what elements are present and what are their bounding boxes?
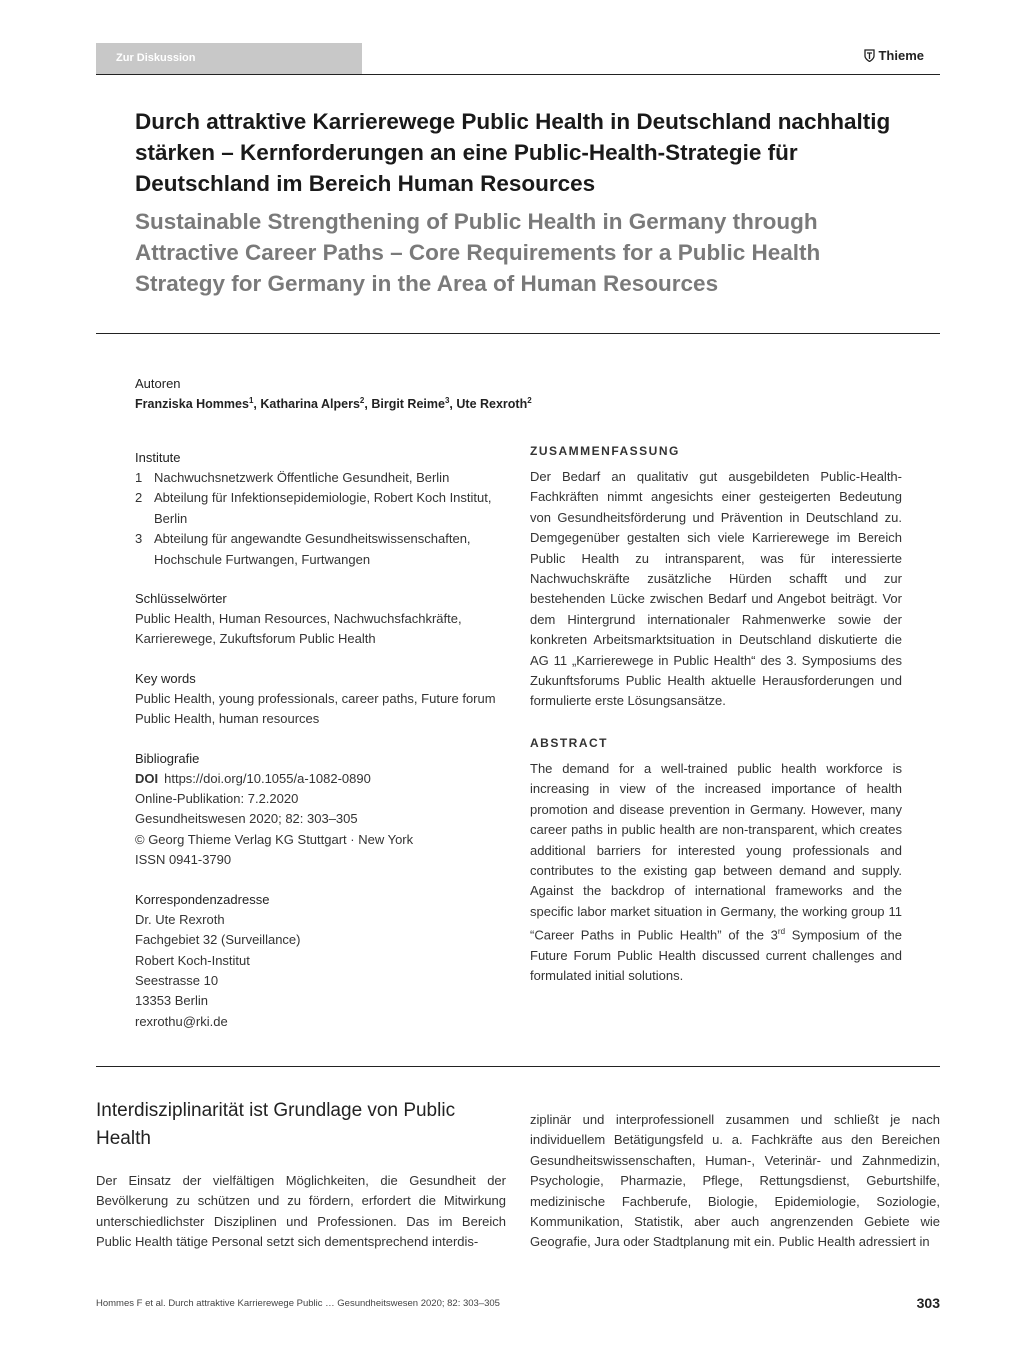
list-item [135,529,503,570]
doi-label: DOI [135,770,159,786]
correspondence-line: 13353 Berlin [135,993,208,1009]
body-text-col2: ziplinär und interprofessionell zusammen und schließt je nach individuellem Betätigungsfeld u. a. Fachkräfte aus den Bereichen Gesundheitswissenschaften, Human-, Veterinär- und Zahnmedizin, Psychologie, Pharmazie, Pflege, Rettungsdienst, Geburtshilfe, medizinische Fachberufe, Biologie, Epidemiologie, Soziologie, Kommunikation, Statistik, aber auch angrenzenden Gebiete wie Geografie, Jura oder Stadtplanung mit ein. Public Health adressiert in [530,1112,940,1250]
correspondence-line: Seestrasse 10 [135,972,219,988]
body-rule [96,1066,940,1067]
correspondence-line: Fachgebiet 32 (Surveillance) [135,932,301,948]
summary-column [530,442,902,987]
zusammenfassung-text: Der Bedarf an qualitativ gut ausgebildeten Public-Health-Fachkräften nimmt angesichts einer gesteigerten Bedeutung von Gesundheitsförderung und Prävention in Deutschland zu. Demgegenüber gestalten sich viele Karrierewege im Bereich Public Health zu intransparent, was für interessierte Nachwuchskräfte zusätzliche Hürden schafft und zur bestehenden Lücke zwischen Bedarf und Angebot beiträgt. Vor dem Hintergrund internationaler Rahmenwerke sowie der konkreten Arbeitsmarktsituation in Deutschland diskutierte die AG 11 „Karrierewege in Public Health“ des 3. Symposiums des Zukunftsforums Public Health aktuelle Herausforderungen und formulierte erste Lösungsansätze. [530,469,902,709]
title-english: Sustainable Strengthening of Public Health in Germany through Attractive Career Paths – Core Requirements for a Public Health Strategy for Germany in the Area of Human Resources [135,209,821,296]
abstract-text [530,759,902,987]
institute-number: 2 [135,490,143,506]
authors-label: Autoren [135,376,181,391]
abstract-text-part: The demand for a well-trained public health workforce is increasing in view of the increased importance of health promotion and disease prevention in Germany. However, many career paths in public health are non-transparent, which creates additional barriers for interested young professionals and contributes to the existing gap between demand and supply. Against the backdrop of international frameworks and the specific labor market situation in Germany, the working group 11 “Career Paths in Public Health” of the 3 [530,760,902,943]
title-rule [96,333,940,334]
publisher-logo [864,48,924,63]
list-item [135,468,503,488]
title-german: Durch attraktive Karrierewege Public Health in Deutschland nachhaltig stärken – Kernforderungen an eine Public-Health-Strategie für Deutschland im Bereich Human Resources [135,109,891,196]
institute-number: 1 [135,470,143,485]
abstract-ordinal: rd [777,927,786,937]
page-number: 303 [916,1295,940,1311]
zusammenfassung-heading: ZUSAMMENFASSUNG [530,444,680,458]
body-text-col1: Der Einsatz der vielfältigen Möglichkeiten, die Gesundheit der Bevölkerung zu schützen und zu fördern, erfordert die Mitwirkung unterschiedlichster Disziplinen und Professionen. Das im Bereich Public Health tätige Personal setzt sich dementsprechend interdis- [96,1173,506,1250]
keywords-de-label: Schlüsselwörter [135,591,227,607]
institutes-list [135,468,503,570]
section-heading: Interdisziplinarität ist Grundlage von Public Health [96,1100,456,1149]
author-affiliation: 2 [359,396,365,405]
meta-column [135,448,503,1032]
thieme-shield-icon [864,49,875,62]
header-rule [96,74,940,75]
author-affiliation: 1 [248,396,254,405]
footer-citation: Hommes F et al. Durch attraktive Karrierewege Public … Gesundheitswesen 2020; 82: 303–305 [96,1298,500,1309]
correspondence-line: Robert Koch-Institut [135,952,250,968]
bibliography-label: Bibliografie [135,750,200,766]
abstract-text-part: Symposium of the Future Forum Public Health discussed current challenges and formulated initial solutions. [530,927,903,984]
institute-number: 3 [135,531,143,547]
author-affiliation: 3 [444,396,450,405]
publisher-name: Thieme [878,48,924,63]
doi-line [135,769,503,789]
author-name: Katharina Alpers [260,397,360,412]
online-publication: Online-Publikation: 7.2.2020 [135,791,299,807]
abstract-heading: ABSTRACT [530,735,608,750]
section-label: Zur Diskussion [96,43,362,74]
correspondence-label: Korrespondenzadresse [135,891,270,907]
author-affiliation: 2 [527,396,532,405]
author-list: Franziska Hommes$^1$, Katharina Alpers$^2$, Birgit Reime$^3$, Ute Rexroth$^2$ [135,396,532,412]
list-item [135,488,503,529]
institute-text: Abteilung für angewandte Gesundheitswissenschaften, Hochschule Furtwangen, Furtwangen [154,531,471,567]
copyright: © Georg Thieme Verlag KG Stuttgart · New York [135,831,414,847]
keywords-en-text: Public Health, young professionals, career paths, Future forum Public Health, human resources [135,690,496,727]
issn: ISSN 0941-3790 [135,852,232,868]
keywords-en-label: Key words [135,670,196,686]
author-name: Ute Rexroth [456,397,528,412]
institute-text: Abteilung für Infektionsepidemiologie, Robert Koch Institut, Berlin [154,490,492,526]
doi-link[interactable]: https://doi.org/10.1055/a-1082-0890 [164,770,371,786]
author-name: Franziska Hommes [135,397,249,412]
institutes-label: Institute [135,450,181,465]
author-name: Birgit Reime [371,397,445,412]
institute-text: Nachwuchsnetzwerk Öffentliche Gesundheit, Berlin [154,470,450,485]
correspondence-line: Dr. Ute Rexroth [135,911,225,927]
keywords-de-text: Public Health, Human Resources, Nachwuchsfachkräfte, Karrierewege, Zukuftsforum Public Health [135,611,462,647]
correspondence-email[interactable]: rexrothu@rki.de [135,1013,228,1029]
journal-citation: Gesundheitswesen 2020; 82: 303–305 [135,811,358,827]
